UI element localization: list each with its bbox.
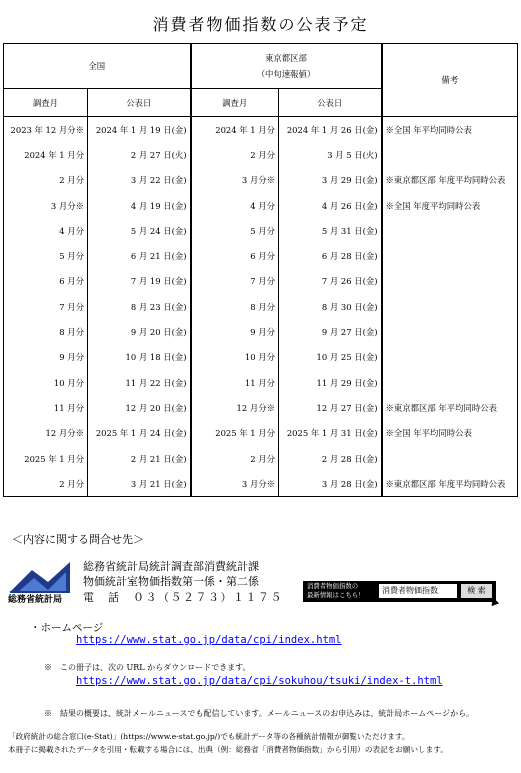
zenkoku-month-cell: 2 月分 [59, 478, 84, 489]
zenkoku-date-cell: 2025 年 1 月 24 日(金) [88, 421, 191, 446]
zenkoku-month-cell: 8 月分 [59, 327, 84, 338]
col-header-tokyo-month: 調査月 [191, 89, 279, 117]
zenkoku-date-cell: 6 月 21 日(金) [88, 243, 191, 268]
zenkoku-date-cell: 3 月 21 日(金) [88, 471, 191, 497]
search-input[interactable]: 消費者物価指数 [379, 584, 457, 598]
col-header-zenkoku-month: 調査月 [32, 97, 59, 108]
tokyo-month-cell: 2 月分 [191, 142, 279, 167]
tokyo-date-cell: 3 月 28 日(金) [279, 471, 382, 497]
zenkoku-date-cell: 4 月 19 日(金) [88, 193, 191, 218]
zenkoku-date-cell: 5 月 24 日(金) [88, 218, 191, 243]
zenkoku-month-cell: 7 月分 [59, 301, 84, 312]
booklet-note: ※ この冊子は、次の URL からダウンロードできます。 [44, 663, 251, 672]
mail-news-note: ※ 結果の概要は、統計メールニュースでも配信しています。メールニュースのお申込みは、統計局ホームページから。 [44, 709, 475, 718]
search-label-line2: 最新情報はこちら！ [307, 591, 365, 599]
tokyo-month-cell: 9 月分 [191, 319, 279, 344]
table-row [4, 370, 518, 395]
table-row [4, 117, 518, 143]
tokyo-month-cell: 2025 年 1 月分 [191, 421, 279, 446]
note-cell: ※東京都区部 年度平均同時公表 [382, 471, 518, 497]
booklet-link[interactable]: https://www.stat.go.jp/data/cpi/sokuhou/tsuki/index-t.html [76, 675, 443, 687]
zenkoku-month-cell: 3 月分※ [50, 200, 84, 211]
tokyo-date-cell: 2024 年 1 月 26 日(金) [279, 117, 382, 143]
schedule-table [3, 43, 518, 497]
homepage-label: ・ホームページ [30, 622, 104, 634]
search-button[interactable]: 検 索 [461, 584, 492, 598]
logo-text: 総務省統計局 [8, 595, 63, 605]
dept-line1: 総務省統計局統計調査部消費統計課 [83, 560, 259, 573]
table-row [4, 269, 518, 294]
tokyo-month-cell: 4 月分 [191, 193, 279, 218]
zenkoku-date-cell: 3 月 22 日(金) [88, 168, 191, 193]
search-banner [303, 581, 496, 602]
page-title: 消費者物価指数の公表予定 [152, 15, 369, 34]
table-row [4, 193, 518, 218]
note-cell [382, 269, 518, 294]
tokyo-month-cell: 5 月分 [191, 218, 279, 243]
footer-line1: 「政府統計の総合窓口(e-Stat)」(https://www.e-stat.go.jp/)でも統計データ等の各種統計情報が御覧いただけます。 [8, 732, 410, 741]
note-cell [382, 243, 518, 268]
tokyo-date-cell: 2025 年 1 月 31 日(金) [279, 421, 382, 446]
tokyo-date-cell: 8 月 30 日(金) [279, 294, 382, 319]
tokyo-date-cell: 2 月 28 日(金) [279, 446, 382, 471]
note-cell: ※全国 年度平均同時公表 [382, 193, 518, 218]
homepage-link[interactable]: https://www.stat.go.jp/data/cpi/index.html [76, 634, 342, 646]
note-cell [382, 142, 518, 167]
tokyo-date-cell: 11 月 29 日(金) [279, 370, 382, 395]
search-label-line1: 消費者物価指数の [307, 582, 359, 590]
table-row [4, 421, 518, 446]
group-header-tokyo-line2: （中旬速報値） [256, 69, 316, 79]
table-row [4, 218, 518, 243]
table-row [4, 395, 518, 420]
tokyo-date-cell: 3 月 29 日(金) [279, 168, 382, 193]
note-cell [382, 370, 518, 395]
zenkoku-month-cell: 5 月分 [59, 251, 84, 262]
tokyo-date-cell: 9 月 27 日(金) [279, 319, 382, 344]
note-cell [382, 446, 518, 471]
col-header-tokyo-date: 公表日 [279, 89, 382, 117]
table-row [4, 168, 518, 193]
table-row [4, 471, 518, 497]
table-row [4, 319, 518, 344]
zenkoku-month-cell: 2023 年 12 月分※ [4, 117, 88, 143]
tokyo-month-cell: 3 月分※ [191, 168, 279, 193]
tokyo-date-cell: 4 月 26 日(金) [279, 193, 382, 218]
zenkoku-month-cell: 9 月分 [59, 352, 84, 363]
zenkoku-date-cell: 7 月 19 日(金) [88, 269, 191, 294]
dept-line2: 物価統計室物価指数第一係・第二係 [83, 575, 259, 588]
tokyo-month-cell: 11 月分 [191, 370, 279, 395]
note-cell: ※東京都区部 年度平均同時公表 [382, 168, 518, 193]
zenkoku-date-cell: 9 月 20 日(金) [88, 319, 191, 344]
zenkoku-month-cell: 2025 年 1 月分 [24, 453, 84, 464]
contact-phone: 電 話 ０３（５２７３）１１７５ [83, 591, 283, 604]
tokyo-date-cell: 7 月 26 日(金) [279, 269, 382, 294]
note-cell: ※全国 年平均同時公表 [382, 117, 518, 143]
contact-heading: ＜内容に関する問合せ先＞ [12, 533, 144, 546]
note-cell [382, 319, 518, 344]
table-row [4, 446, 518, 471]
contact-department [83, 559, 259, 589]
tokyo-date-cell: 10 月 25 日(金) [279, 345, 382, 370]
zenkoku-month-cell: 2 月分 [59, 175, 84, 186]
tokyo-date-cell: 12 月 27 日(金) [279, 395, 382, 420]
note-cell [382, 294, 518, 319]
zenkoku-month-cell: 4 月分 [59, 225, 84, 236]
tokyo-date-cell: 3 月 5 日(火) [279, 142, 382, 167]
note-cell: ※東京都区部 年平均同時公表 [382, 395, 518, 420]
zenkoku-date-cell: 2 月 27 日(火) [88, 142, 191, 167]
tokyo-month-cell: 12 月分※ [191, 395, 279, 420]
group-header-tokyo-line1: 東京都区部 [265, 53, 307, 63]
zenkoku-month-cell: 2024 年 1 月分 [24, 149, 84, 160]
footer-line2: 本冊子に掲載されたデータを引用・転載する場合には、出典（例：総務省「消費者物価指数」から引用）の表記をお願いします。 [8, 745, 448, 754]
group-header-tokyo [191, 44, 382, 89]
tokyo-month-cell: 2 月分 [191, 446, 279, 471]
zenkoku-date-cell: 11 月 22 日(金) [88, 370, 191, 395]
tokyo-date-cell: 5 月 31 日(金) [279, 218, 382, 243]
tokyo-month-cell: 8 月分 [191, 294, 279, 319]
col-header-zenkoku-date: 公表日 [88, 89, 191, 117]
group-header-zenkoku: 全国 [4, 44, 191, 89]
table-row [4, 294, 518, 319]
tokyo-month-cell: 3 月分※ [191, 471, 279, 497]
note-cell [382, 345, 518, 370]
zenkoku-date-cell: 2 月 21 日(金) [88, 446, 191, 471]
zenkoku-date-cell: 8 月 23 日(金) [88, 294, 191, 319]
zenkoku-date-cell: 2024 年 1 月 19 日(金) [88, 117, 191, 143]
tokyo-month-cell: 7 月分 [191, 269, 279, 294]
table-row [4, 243, 518, 268]
tokyo-month-cell: 10 月分 [191, 345, 279, 370]
table-row [4, 142, 518, 167]
tokyo-date-cell: 6 月 28 日(金) [279, 243, 382, 268]
note-cell: ※全国 年平均同時公表 [382, 421, 518, 446]
zenkoku-month-cell: 12 月分※ [45, 428, 84, 439]
col-header-biko: 備考 [382, 44, 518, 117]
zenkoku-month-cell: 10 月分 [53, 377, 84, 388]
zenkoku-month-cell: 6 月分 [59, 276, 84, 287]
tokyo-month-cell: 2024 年 1 月分 [191, 117, 279, 143]
note-cell [382, 218, 518, 243]
tokyo-month-cell: 6 月分 [191, 243, 279, 268]
zenkoku-month-cell: 11 月分 [53, 402, 84, 413]
cursor-icon [489, 596, 499, 606]
search-banner-label [307, 582, 375, 600]
zenkoku-date-cell: 10 月 18 日(金) [88, 345, 191, 370]
table-row [4, 345, 518, 370]
zenkoku-date-cell: 12 月 20 日(金) [88, 395, 191, 420]
